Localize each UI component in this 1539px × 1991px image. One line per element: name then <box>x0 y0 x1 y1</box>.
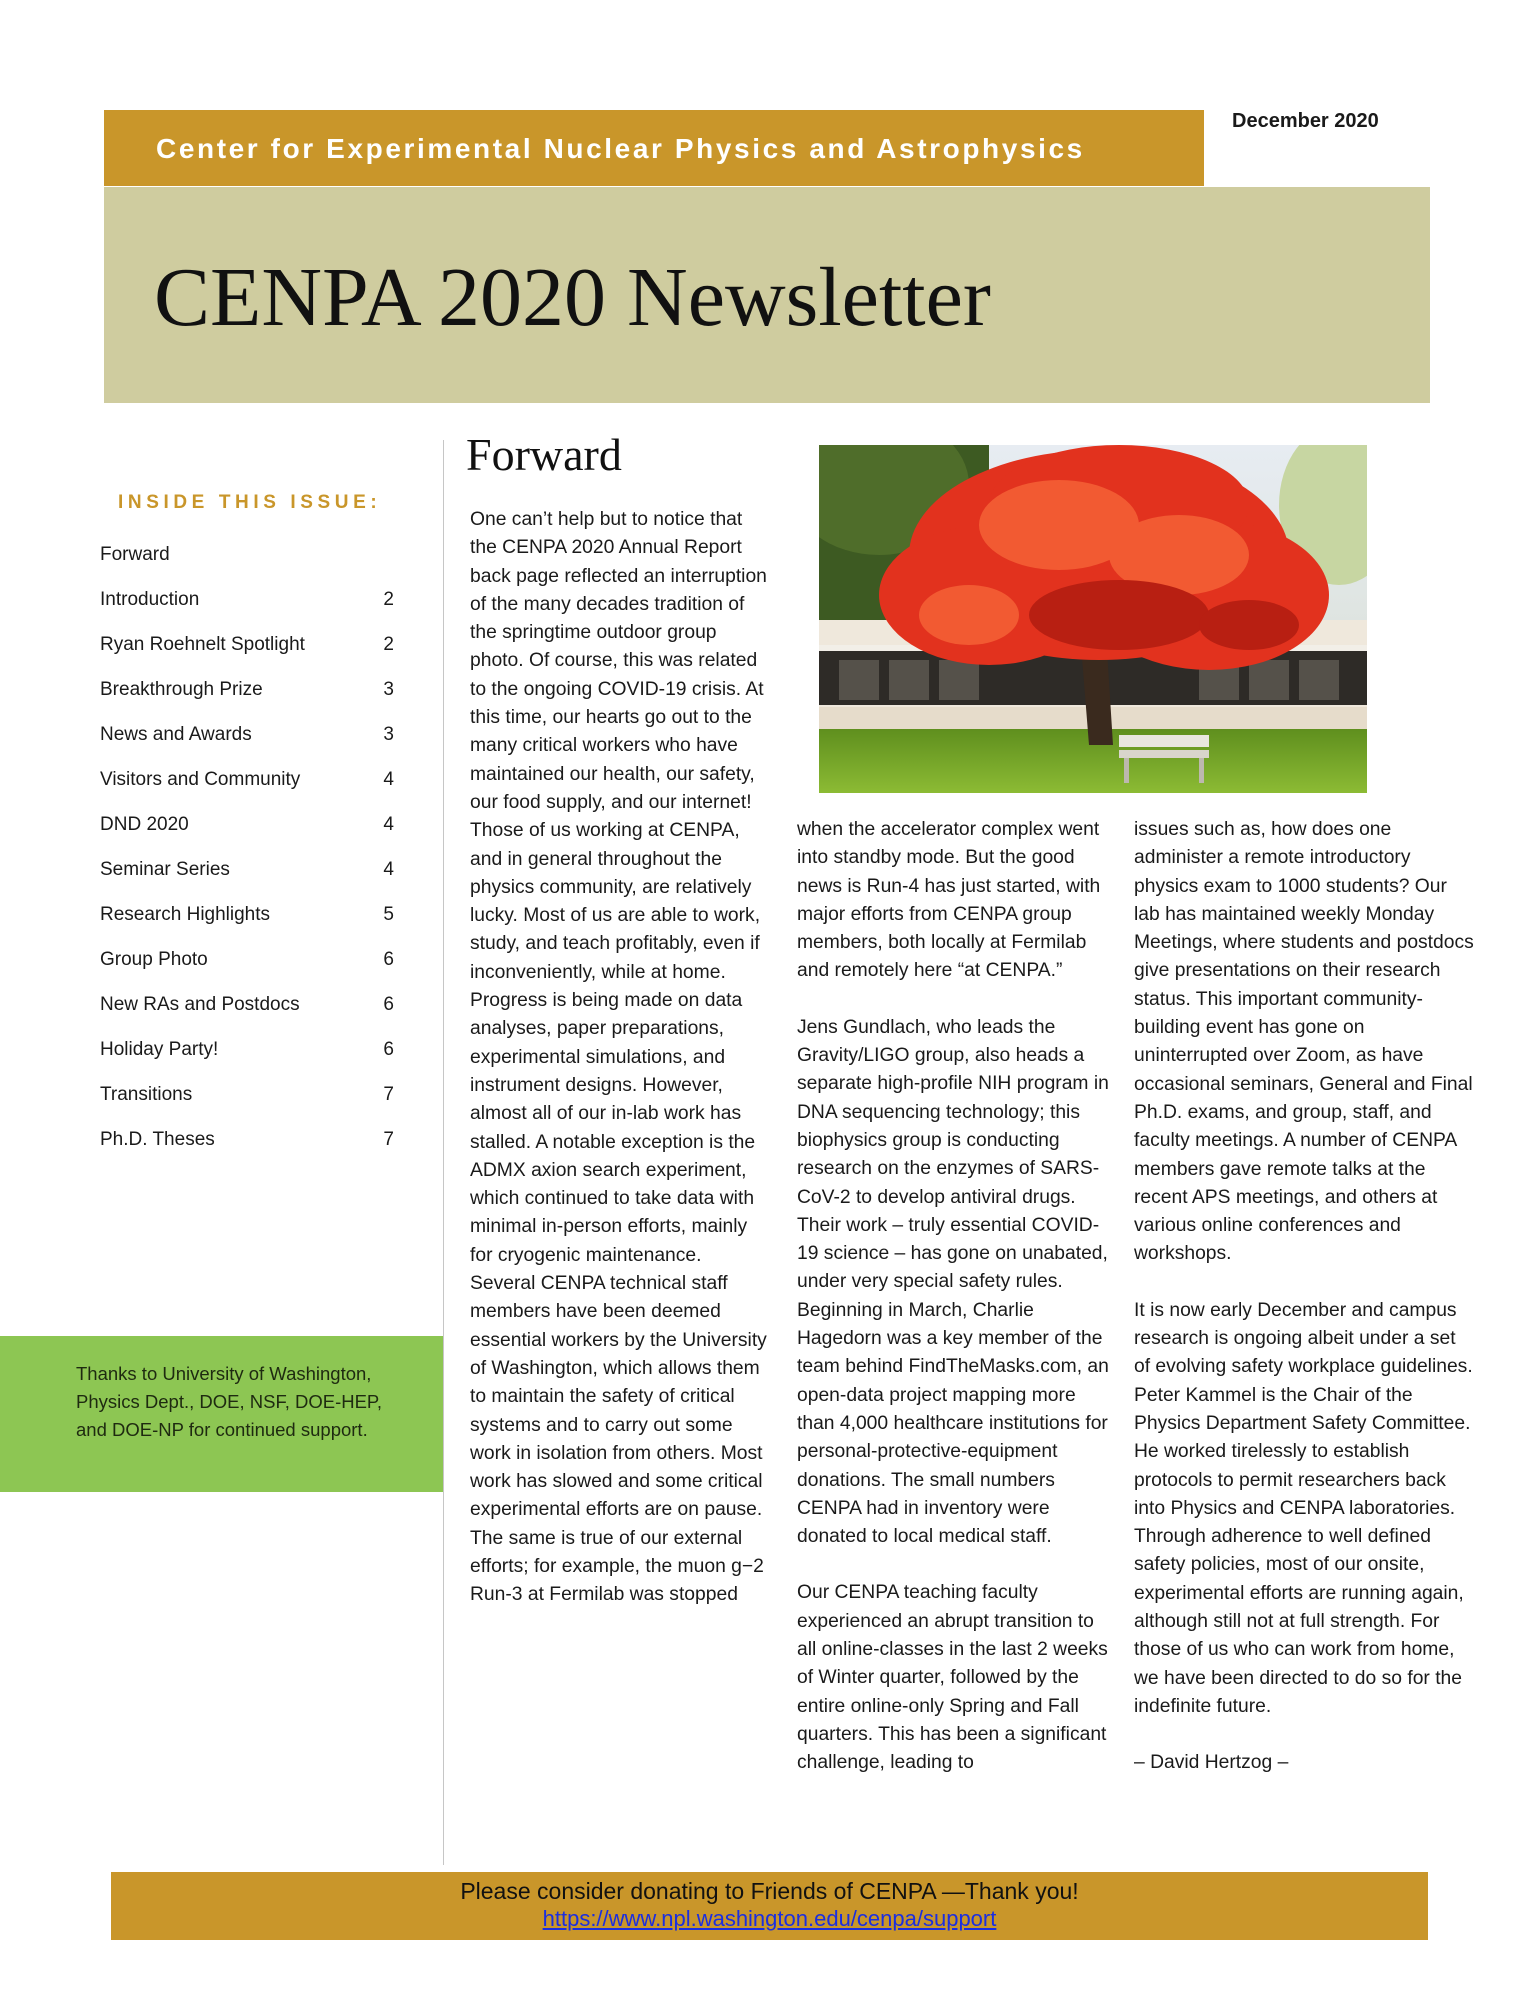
toc-item[interactable] <box>100 679 396 709</box>
toc-item[interactable] <box>100 814 396 844</box>
donation-message: Please consider donating to Friends of CENPA —Thank you! <box>460 1878 1079 1904</box>
donation-banner <box>111 1872 1428 1940</box>
toc-item-label: Group Photo <box>100 949 208 970</box>
toc-item-page: 6 <box>383 1039 394 1060</box>
organization-banner <box>104 110 1204 186</box>
toc-item-label: Ph.D. Theses <box>100 1129 215 1150</box>
toc-item-label: Seminar Series <box>100 859 230 880</box>
toc-item-label: Breakthrough Prize <box>100 679 263 700</box>
toc-item[interactable] <box>100 589 396 619</box>
toc-item-page: 3 <box>383 679 394 700</box>
toc-item-label: Research Highlights <box>100 904 271 925</box>
article-signature: – David Hertzog – <box>1134 1752 1289 1774</box>
newsletter-title: CENPA 2020 Newsletter <box>154 251 991 344</box>
toc-item-page: 7 <box>383 1129 394 1150</box>
toc-item-label: Forward <box>100 544 170 565</box>
toc-item-label: News and Awards <box>100 724 252 745</box>
article-heading: Forward <box>466 429 622 480</box>
toc-item[interactable] <box>100 994 396 1024</box>
toc-item[interactable] <box>100 724 396 754</box>
article-column-2 <box>797 816 1117 1806</box>
organization-name: Center for Experimental Nuclear Physics and Astrophysics <box>156 133 1085 164</box>
donation-link[interactable]: https://www.npl.washington.edu/cenpa/support <box>542 1906 997 1931</box>
toc-item-page: 3 <box>383 724 394 745</box>
toc-item-label: Ryan Roehnelt Spotlight <box>100 634 305 655</box>
article-column-1 <box>470 506 770 1638</box>
toc-item-page: 6 <box>383 949 394 970</box>
article-paragraph: issues such as, how does one administer a remote introductory physics exam to 1000 students? Our lab has maintained weekly Monday Meetings, where students and postdocs give presentations on their research status. This important community-building event has gone on uninterrupted over Zoom, as have occasional seminars, General and Final Ph.D. exams, and group, staff, and faculty meetings. A number of CENPA members gave remote talks at the recent APS meetings, and others at various online conferences and workshops. <box>1134 819 1474 1265</box>
acknowledgement-text: Thanks to University of Washington, Physics Dept., DOE, NSF, DOE-HEP, and DOE-NP for continued support. <box>76 1363 383 1440</box>
toc-item[interactable] <box>100 1129 396 1159</box>
toc-item[interactable] <box>100 634 396 664</box>
issue-date: December 2020 <box>1232 110 1379 132</box>
article-paragraph: It is now early December and campus research is ongoing albeit under a set of evolving safety workplace guidelines. Peter Kammel is the Chair of the Physics Department Safety Committee. He worked tirelessly to establish protocols to permit researchers back into Physics and CENPA laboratories. Through adherence to well defined safety policies, most of our onsite, experimental efforts are running again, although still not at full strength. For those of us who can work from home, we have been directed to do so for the indefinite future. <box>1134 1299 1473 1717</box>
toc-item[interactable] <box>100 859 396 889</box>
article-paragraph: Jens Gundlach, who leads the Gravity/LIGO group, also heads a separate high-profile NIH program in DNA sequencing technology; this biophysics group is conducting research on the enzymes of SARS-CoV-2 to develop antiviral drugs. Their work – truly essential COVID-19 science – has gone on unabated, under very special safety rules. Beginning in March, Charlie Hagedorn was a key member of the team behind FindTheMasks.com, an open-data project mapping more than 4,000 healthcare institutions for personal-protective-equipment donations. The small numbers CENPA had in inventory were donated to local medical staff. <box>797 1016 1109 1548</box>
toc-item[interactable] <box>100 769 396 799</box>
column-divider <box>443 440 444 1865</box>
toc-item-page: 4 <box>383 859 394 880</box>
title-block <box>104 187 1430 403</box>
toc-item-page: 6 <box>383 994 394 1015</box>
toc-heading: INSIDE THIS ISSUE: <box>118 492 382 513</box>
article-paragraph: when the accelerator complex went into standby mode. But the good news is Run-4 has just started, with major efforts from CENPA group members, both locally at Fermilab and remotely here “at CENPA.” <box>797 819 1101 982</box>
toc-item-page: 2 <box>383 634 394 655</box>
article-paragraph: One can’t help but to notice that the CENPA 2020 Annual Report back page reflected an interruption of the many decades tradition of the springtime outdoor group photo. Of course, this was related to the ongoing COVID-19 crisis. At this time, our hearts go out to the many critical workers who have maintained our health, our safety, our food supply, and our internet! Those of us working at CENPA, and in general throughout the physics community, are relatively lucky. Most of us are able to work, study, and teach profitably, even if inconveniently, while at home. Progress is being made on data analyses, paper preparations, experimental simulations, and instrument designs. However, almost all of our in-lab work has stalled. A notable exception is the ADMX axion search experiment, which continued to take data with minimal in-person efforts, mainly for cryogenic maintenance. Several CENPA technical staff members have been deemed essential workers by the University of Washington, which allows them to maintain the safety of critical systems and to carry out some work in isolation from others. Most work has slowed and some critical experimental efforts are on pause. The same is true of our external efforts; for example, the muon g−2 Run-3 at Fermilab was stopped <box>470 509 767 1606</box>
toc-item-label: DND 2020 <box>100 814 189 835</box>
toc-item-page: 4 <box>383 814 394 835</box>
toc-item-page: 2 <box>383 589 394 610</box>
acknowledgement-box <box>0 1336 444 1492</box>
toc-item-page: 4 <box>383 769 394 790</box>
toc-item-label: Holiday Party! <box>100 1039 219 1060</box>
toc-item-label: Visitors and Community <box>100 769 301 790</box>
toc-item[interactable] <box>100 544 396 574</box>
article-column-3 <box>1134 816 1474 1806</box>
toc-item-page: 5 <box>383 904 394 925</box>
toc-item[interactable] <box>100 949 396 979</box>
autumn-tree-photo <box>819 445 1367 793</box>
tree-photo-illustration <box>819 445 1367 793</box>
toc-item-label: Transitions <box>100 1084 193 1105</box>
toc-item-label: New RAs and Postdocs <box>100 994 300 1015</box>
toc-item[interactable] <box>100 904 396 934</box>
toc-item[interactable] <box>100 1039 396 1069</box>
toc-item-label: Introduction <box>100 589 200 610</box>
article-paragraph: Our CENPA teaching faculty experienced an abrupt transition to all online-classes in the last 2 weeks of Winter quarter, followed by the entire online-only Spring and Fall quarters. This has been a significant challenge, leading to <box>797 1582 1108 1774</box>
toc-item[interactable] <box>100 1084 396 1114</box>
toc-item-page: 7 <box>383 1084 394 1105</box>
